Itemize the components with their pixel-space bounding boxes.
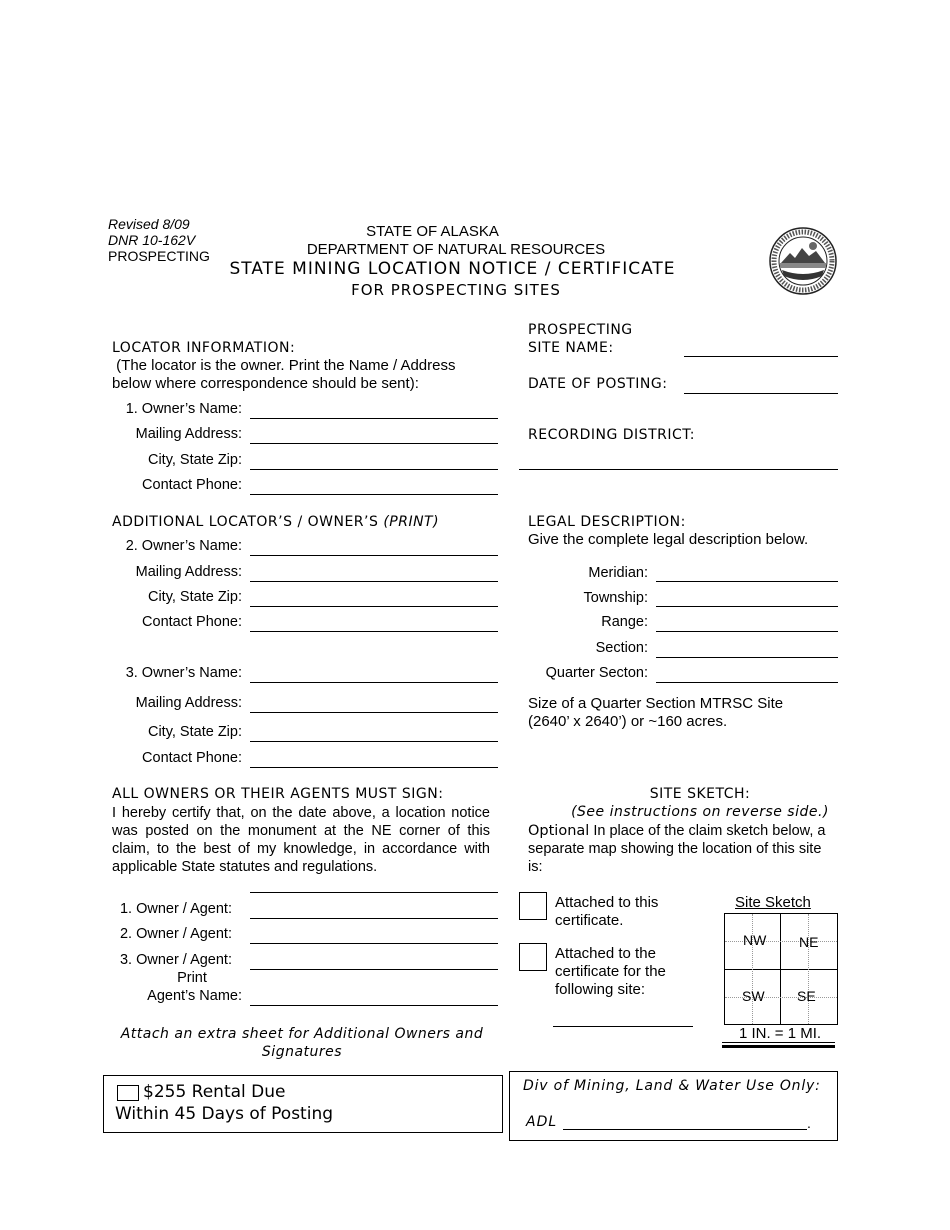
grid-dot-v2 (808, 914, 809, 1024)
page-title: STATE MINING LOCATION NOTICE / CERTIFICATE (229, 259, 676, 279)
grid-dot-v1 (752, 914, 753, 1024)
attached1-line2: certificate. (555, 912, 624, 929)
locator-note-line2: below where correspondence should be sent): (112, 375, 419, 392)
agent-name-field[interactable] (250, 1005, 498, 1006)
site-sketch-grid[interactable] (724, 913, 838, 1025)
quadrant-nw: NW (743, 932, 767, 948)
agent1-label: 1. Owner / Agent: (119, 901, 232, 917)
rental-checkbox[interactable] (117, 1085, 139, 1101)
office-use-heading: Div of Mining, Land & Water Use Only: (523, 1078, 821, 1094)
locator-note-line1: (The locator is the owner. Print the Name / Address (112, 357, 456, 374)
agent1-signature-field[interactable] (250, 918, 498, 919)
sketch-instructions: (See instructions on reverse side.) (571, 804, 829, 820)
attached-certificate-checkbox[interactable] (519, 892, 547, 920)
attached2-line3: following site: (555, 981, 646, 998)
owner1-phone-label: Contact Phone: (142, 477, 242, 493)
site-name-field[interactable] (684, 356, 838, 357)
meridian-field[interactable] (656, 581, 838, 582)
section-label: Section: (595, 640, 648, 656)
additional-heading-print: (PRINT) (383, 514, 440, 530)
rental-line2: Within 45 Days of Posting (115, 1104, 334, 1124)
additional-heading (112, 514, 439, 530)
agent3-signature-field[interactable] (250, 969, 498, 970)
print-label: Print (177, 970, 207, 986)
agent2-signature-field[interactable] (250, 943, 498, 944)
sketch-heading: SITE SKETCH: (649, 786, 751, 802)
grid-title: Site Sketch (735, 894, 811, 911)
owner2-city-field[interactable] (250, 606, 498, 607)
owner1-phone-field[interactable] (250, 494, 498, 495)
owner1-name-field[interactable] (250, 418, 498, 419)
quadrant-se: SE (797, 988, 816, 1004)
owner3-name-label: 3. Owner’s Name: (125, 665, 242, 681)
range-label: Range: (601, 614, 648, 630)
section-field[interactable] (656, 657, 838, 658)
owner3-phone-field[interactable] (250, 767, 498, 768)
owner2-name-label: 2. Owner’s Name: (125, 538, 242, 554)
date-posting-label: DATE OF POSTING: (528, 376, 668, 392)
size-note-line2: (2640’ x 2640’) or ~160 acres. (528, 713, 728, 730)
optional-word: Optional (528, 823, 590, 839)
quadrant-sw: SW (742, 988, 765, 1004)
form-number: DNR 10-162V (108, 232, 196, 248)
meridian-label: Meridian: (588, 565, 648, 581)
optional-text: In place of the claim sketch below, a separate map showing the location of this site is: (528, 823, 826, 875)
owner1-mailing-field[interactable] (250, 443, 498, 444)
sign-heading: ALL OWNERS OR THEIR AGENTS MUST SIGN: (112, 786, 444, 802)
adl-field[interactable] (563, 1129, 807, 1130)
rental-box (103, 1075, 503, 1133)
attached-site-checkbox[interactable] (519, 943, 547, 971)
rental-line1: $255 Rental Due (143, 1082, 286, 1102)
locator-heading: LOCATOR INFORMATION: (112, 340, 296, 356)
recording-district-label: RECORDING DISTRICT: (528, 427, 695, 443)
recording-district-field[interactable] (519, 469, 838, 470)
adl-label: ADL (526, 1114, 558, 1130)
attached2-line2: certificate for the (555, 963, 666, 980)
owner2-phone-label: Contact Phone: (142, 614, 242, 630)
site-name-label-line1: PROSPECTING (528, 322, 633, 338)
attached1-line1: Attached to this (555, 894, 659, 911)
owner3-phone-label: Contact Phone: (142, 750, 242, 766)
extra-sheet-note-line2: Signatures (261, 1044, 343, 1060)
owner3-mailing-label: Mailing Address: (135, 695, 242, 711)
owner3-name-field[interactable] (250, 682, 498, 683)
state-seal-icon (768, 226, 838, 296)
owner3-mailing-field[interactable] (250, 712, 498, 713)
following-site-field[interactable] (553, 1026, 693, 1027)
adl-period: . (807, 1115, 811, 1131)
owner2-phone-field[interactable] (250, 631, 498, 632)
site-name-label-line2: SITE NAME: (528, 340, 614, 356)
owner1-mailing-label: Mailing Address: (135, 426, 242, 442)
range-field[interactable] (656, 631, 838, 632)
certify-paragraph: I hereby certify that, on the date above, a location notice was posted on the monument at the NE corner of this claim, to the best of my knowledge, in accordance with applicable State statutes and regulations. (112, 805, 490, 875)
owner3-city-label: City, State Zip: (147, 724, 242, 740)
state-name: STATE OF ALASKA (366, 223, 499, 240)
form-type: PROSPECTING (108, 248, 210, 264)
quadrant-ne: NE (799, 934, 819, 950)
owner3-city-field[interactable] (250, 741, 498, 742)
owner1-name-label: 1. Owner’s Name: (125, 401, 242, 417)
revised-date: Revised 8/09 (108, 216, 190, 232)
owner2-mailing-label: Mailing Address: (135, 564, 242, 580)
owner1-city-label: City, State Zip: (147, 452, 242, 468)
sketch-scale: 1 IN. = 1 MI. (738, 1025, 822, 1042)
size-note-line1: Size of a Quarter Section MTRSC Site (528, 695, 784, 712)
date-posting-field[interactable] (684, 393, 838, 394)
sketch-optional-paragraph (528, 822, 838, 876)
scale-rule-thin (722, 1042, 835, 1043)
page-subtitle: FOR PROSPECTING SITES (351, 281, 561, 299)
owner2-name-field[interactable] (250, 555, 498, 556)
additional-heading-text: ADDITIONAL LOCATOR’S / OWNER’S (112, 514, 379, 530)
quarter-section-field[interactable] (656, 682, 838, 683)
grid-dot-h1 (725, 941, 837, 942)
township-field[interactable] (656, 606, 838, 607)
attached2-line1: Attached to the (555, 945, 656, 962)
agent2-label: 2. Owner / Agent: (119, 926, 232, 942)
agent-name-label: Agent’s Name: (147, 988, 242, 1004)
agent3-label: 3. Owner / Agent: (119, 952, 232, 968)
extra-sheet-note-line1: Attach an extra sheet for Additional Owners and (120, 1026, 484, 1042)
grid-horizontal-divider (725, 969, 837, 970)
legal-heading: LEGAL DESCRIPTION: (528, 514, 686, 530)
scale-rule-thick (722, 1045, 835, 1048)
quarter-section-label: Quarter Secton: (545, 665, 648, 681)
department-name: DEPARTMENT OF NATURAL RESOURCES (306, 241, 606, 258)
office-use-box (509, 1071, 838, 1141)
owner2-city-label: City, State Zip: (147, 589, 242, 605)
township-label: Township: (583, 590, 648, 606)
sign-top-line (250, 892, 498, 893)
owner2-mailing-field[interactable] (250, 581, 498, 582)
owner1-city-field[interactable] (250, 469, 498, 470)
legal-instruction: Give the complete legal description below. (528, 531, 809, 548)
